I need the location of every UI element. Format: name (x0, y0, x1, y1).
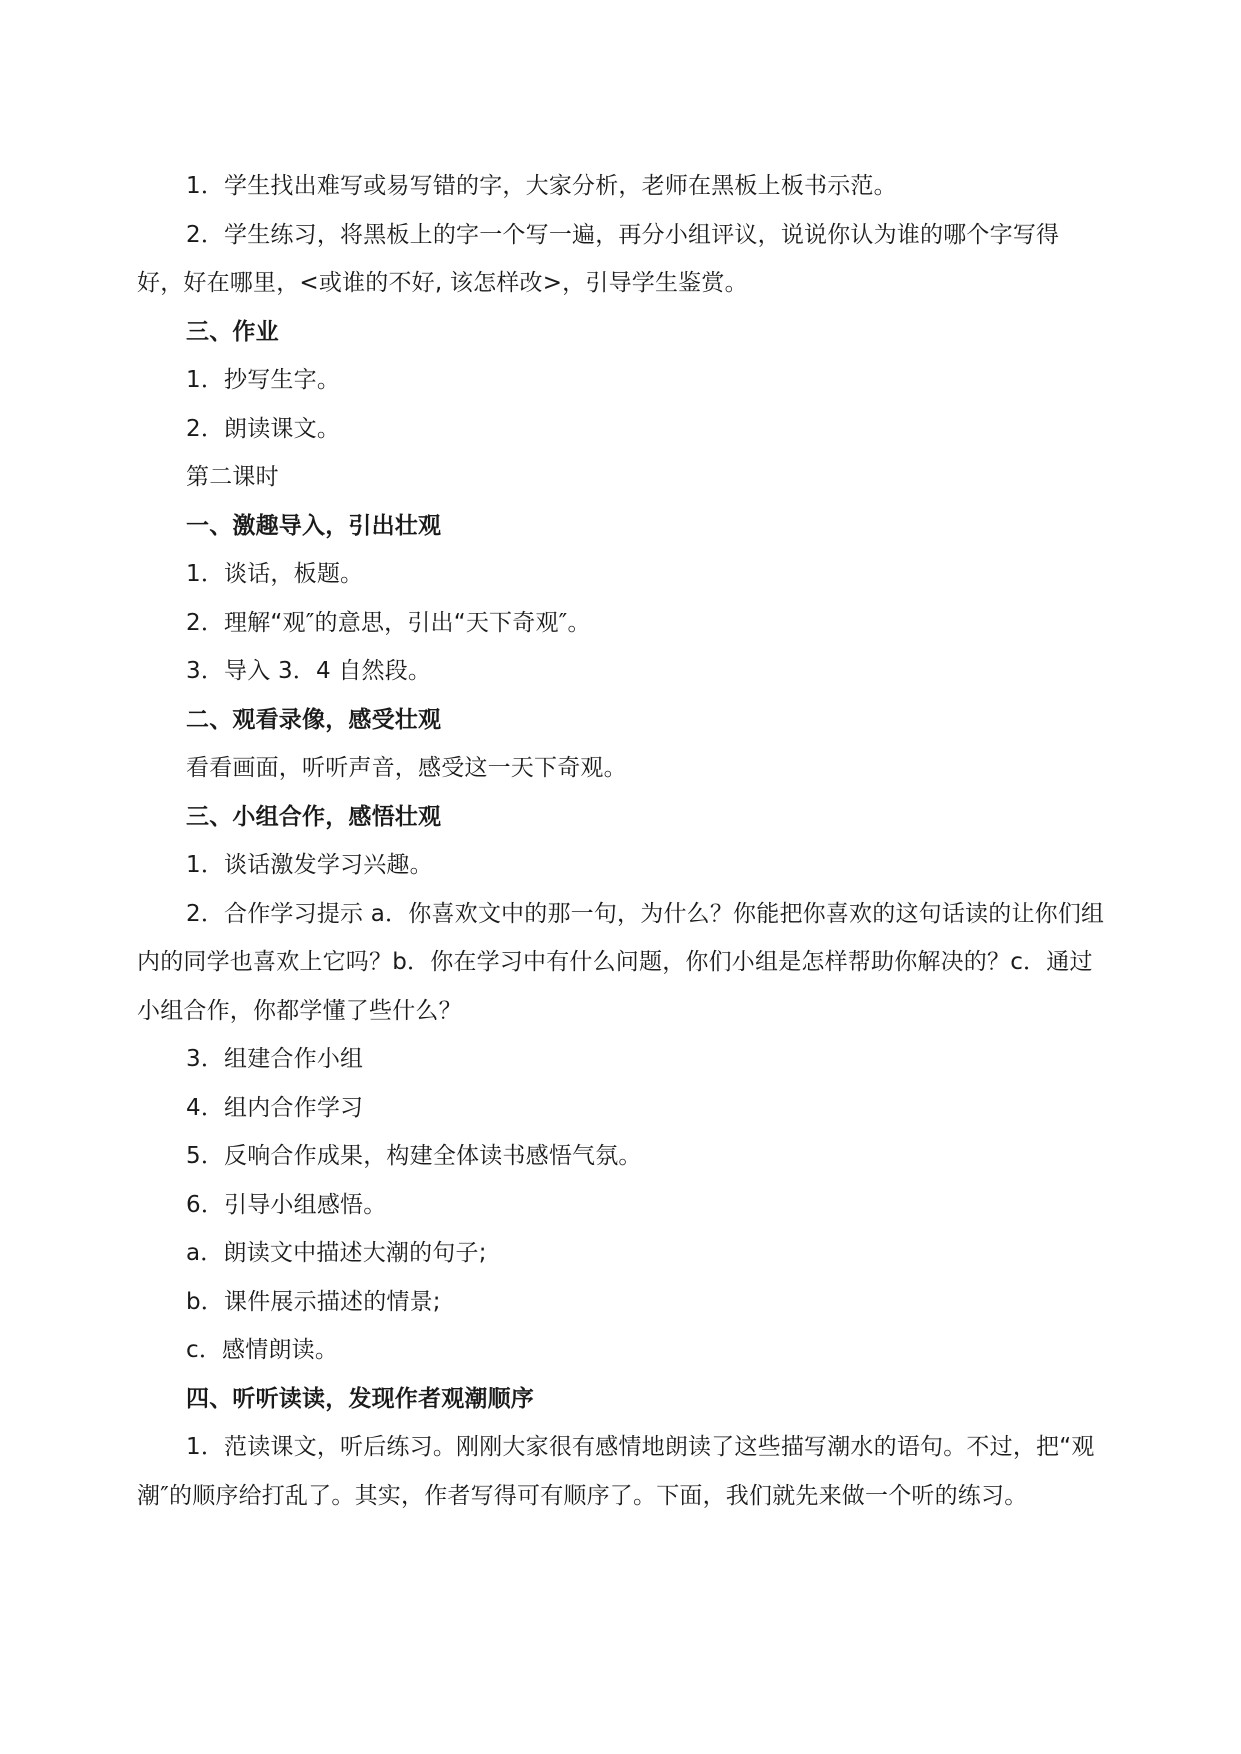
section-heading: 一、激趣导入，引出壮观 (186, 512, 442, 539)
paragraph: 6．引导小组感悟。 (186, 1191, 387, 1218)
paragraph: 4．组内合作学习 (186, 1094, 364, 1121)
paragraph: 2．合作学习提示 a．你喜欢文中的那一句，为什么？你能把你喜欢的这句话读的让你们组内的同学也喜欢上它吗？b．你在学习中有什么问题，你们小组是怎样帮助你解决的？c．通过小组合作，你都学懂了些什么？ (137, 900, 1105, 1024)
paragraph: 2．理解“观″的意思，引出“天下奇观″。 (186, 609, 591, 636)
paragraph: 3．组建合作小组 (186, 1046, 364, 1072)
document-page (137, 162, 1105, 1520)
paragraph: 1．抄写生字。 (186, 367, 341, 393)
paragraph: b．课件展示描述的情景; (186, 1288, 441, 1315)
paragraph: 1．学生找出难写或易写错的字，大家分析，老师在黑板上板书示范。 (186, 173, 897, 199)
paragraph: c．感情朗读。 (186, 1337, 339, 1363)
section-heading: 二、观看录像，感受壮观 (186, 706, 442, 733)
section-heading: 三、小组合作，感悟壮观 (186, 803, 442, 830)
paragraph: 2．学生练习，将黑板上的字一个写一遍，再分小组评议，说说你认为谁的哪个字写得好，好在哪里，<或谁的不好, 该怎样改>，引导学生鉴赏。 (137, 221, 1060, 296)
paragraph: 2．朗读课文。 (186, 415, 341, 442)
paragraph: 1．谈话激发学习兴趣。 (186, 852, 433, 878)
paragraph: 3．导入 3．4 自然段。 (186, 658, 432, 684)
paragraph: 1．范读课文，听后练习。刚刚大家很有感情地朗读了这些描写潮水的语句。不过，把“观潮″的顺序给打乱了。其实，作者写得可有顺序了。下面，我们就先来做一个听的练习。 (137, 1434, 1095, 1509)
paragraph: 1．谈话，板题。 (186, 561, 364, 587)
section-heading: 四、听听读读，发现作者观潮顺序 (186, 1385, 534, 1412)
lesson-label: 第二课时 (186, 464, 279, 490)
section-heading: 三、作业 (186, 318, 279, 345)
paragraph: 5．反响合作成果，构建全体读书感悟气氛。 (186, 1143, 642, 1169)
paragraph: a．朗读文中描述大潮的句子; (186, 1240, 487, 1266)
paragraph: 看看画面，听听声音，感受这一天下奇观。 (186, 755, 627, 781)
